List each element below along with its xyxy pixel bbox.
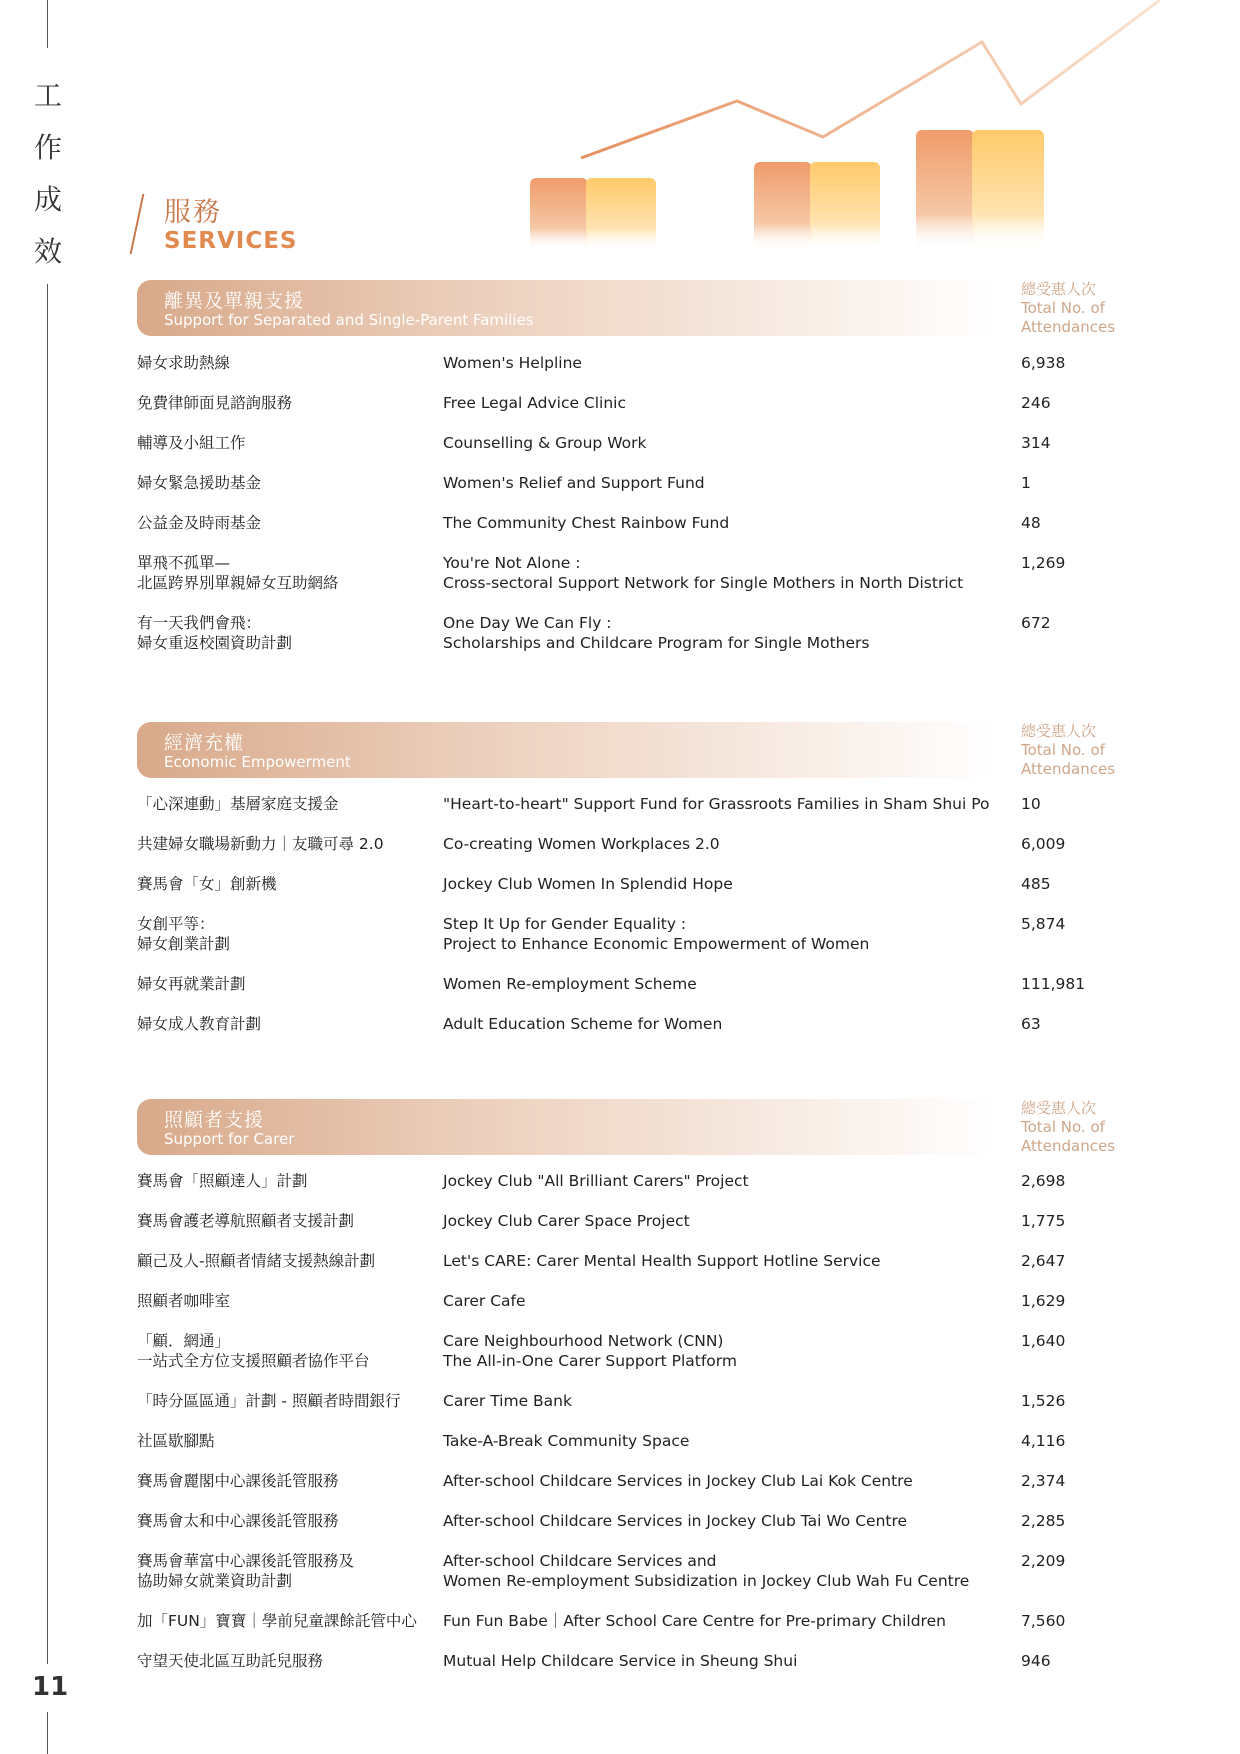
sidebar-title-char: 效: [33, 235, 62, 268]
section-title-zh: 照顧者支援: [164, 1109, 265, 1131]
attendance-header: [1021, 722, 1115, 779]
service-name-en: The Community Chest Rainbow Fund: [443, 514, 730, 532]
attendance-header-en-1: Total No. of: [1021, 741, 1105, 759]
service-name-en: Women Re-employment Scheme: [443, 975, 697, 993]
decorative-bar: [754, 162, 812, 250]
service-name-zh: 女創平等： 婦女創業計劃: [137, 915, 231, 953]
page-title-zh: 服務: [164, 197, 222, 228]
attendance-header-en-1: Total No. of: [1021, 299, 1105, 317]
service-name-en: You're Not Alone : Cross-sectoral Support Network for Single Mothers in North District: [443, 554, 964, 592]
service-name-en: Free Legal Advice Clinic: [443, 394, 627, 412]
sidebar-line-bottom: [47, 1712, 48, 1754]
attendance-value: 314: [1021, 434, 1051, 452]
attendance-value: 2,374: [1021, 1472, 1066, 1490]
service-name-zh: 賽馬會「女」創新機: [137, 875, 277, 893]
service-name-en: Let's CARE: Carer Mental Health Support Hotline Service: [443, 1252, 881, 1270]
decorative-bar: [586, 178, 656, 250]
attendance-value: 485: [1021, 875, 1051, 893]
attendance-value: 10: [1021, 795, 1041, 813]
attendance-value: 48: [1021, 514, 1041, 532]
service-name-zh: 加「FUN」寶寶｜學前兒童課餘託管中心: [137, 1612, 417, 1630]
sidebar-title: [32, 70, 64, 278]
service-name-en: Women's Relief and Support Fund: [443, 474, 705, 492]
service-name-en: Step It Up for Gender Equality : Project to Enhance Economic Empowerment of Women: [443, 915, 870, 953]
attendance-value: 6,938: [1021, 354, 1066, 372]
service-name-en: Fun Fun Babe｜After School Care Centre for Pre-primary Children: [443, 1612, 946, 1630]
attendance-value: 1: [1021, 474, 1031, 492]
header-slash: [130, 194, 149, 254]
attendance-value: 1,775: [1021, 1212, 1066, 1230]
service-name-zh: 婦女緊急援助基金: [137, 474, 262, 492]
service-name-en: Counselling & Group Work: [443, 434, 647, 452]
attendance-value: 6,009: [1021, 835, 1066, 853]
service-name-zh: 「顧．網通」 一站式全方位支援照顧者協作平台: [137, 1332, 370, 1370]
section-title-en: Economic Empowerment: [164, 753, 351, 771]
service-name-en: After-school Childcare Services and Women Re-employment Subsidization in Jockey Club Wah Fu Centre: [443, 1552, 970, 1590]
section-title-en: Support for Separated and Single-Parent Families: [164, 311, 534, 329]
service-name-en: Take-A-Break Community Space: [443, 1432, 690, 1450]
service-name-en: Jockey Club Women In Splendid Hope: [443, 875, 733, 893]
decorative-bar: [810, 162, 880, 250]
attendance-header-zh: 總受惠人次: [1021, 1099, 1097, 1117]
attendance-value: 2,698: [1021, 1172, 1066, 1190]
service-name-zh: 賽馬會「照顧達人」計劃: [137, 1172, 308, 1190]
section-single-parent: [137, 280, 1127, 652]
service-name-zh: 婦女成人教育計劃: [137, 1015, 262, 1033]
attendance-value: 946: [1021, 1652, 1051, 1670]
attendance-value: 4,116: [1021, 1432, 1066, 1450]
service-name-en: Jockey Club "All Brilliant Carers" Project: [443, 1172, 749, 1190]
service-name-en: Women's Helpline: [443, 354, 582, 372]
service-name-zh: 婦女求助熱線: [137, 354, 231, 372]
attendance-header-zh: 總受惠人次: [1021, 722, 1097, 740]
section-economic-empowerment: [137, 722, 1127, 1033]
attendance-value: 2,209: [1021, 1552, 1066, 1570]
decorative-growth-illustration: [520, 0, 1160, 250]
attendance-value: 111,981: [1021, 975, 1086, 993]
sidebar-line-top: [47, 0, 48, 48]
service-name-en: Co-creating Women Workplaces 2.0: [443, 835, 720, 853]
section-banner: [137, 1099, 997, 1155]
service-name-zh: 社區歇腳點: [137, 1432, 215, 1450]
service-name-zh: 單飛不孤單— 北區跨界別單親婦女互助網絡: [137, 554, 339, 592]
attendance-value: 63: [1021, 1015, 1041, 1033]
decorative-bar: [972, 130, 1044, 250]
decorative-bar: [530, 178, 588, 250]
service-name-zh: 公益金及時雨基金: [137, 514, 262, 532]
service-name-zh: 顧己及人-照顧者情緒支援熱線計劃: [137, 1252, 376, 1270]
attendance-value: 5,874: [1021, 915, 1066, 933]
service-name-en: Adult Education Scheme for Women: [443, 1015, 723, 1033]
service-name-en: Jockey Club Carer Space Project: [443, 1212, 690, 1230]
attendance-value: 246: [1021, 394, 1051, 412]
attendance-header-en-2: Attendances: [1021, 760, 1116, 778]
service-name-zh: 守望天使北區互助託兒服務: [137, 1652, 324, 1670]
attendance-value: 1,526: [1021, 1392, 1066, 1410]
page-number: 11: [32, 1672, 69, 1702]
attendance-value: 1,269: [1021, 554, 1066, 572]
attendance-value: 1,629: [1021, 1292, 1066, 1310]
sidebar-title-char: 工: [33, 79, 62, 112]
service-name-en: "Heart-to-heart" Support Fund for Grassroots Families in Sham Shui Po: [443, 795, 990, 813]
service-name-zh: 賽馬會麗閣中心課後託管服務: [137, 1472, 339, 1490]
page-title-en: SERVICES: [164, 228, 298, 254]
service-name-en: Care Neighbourhood Network (CNN) The All-in-One Carer Support Platform: [443, 1332, 737, 1370]
attendance-value: 2,285: [1021, 1512, 1066, 1530]
sidebar-line-middle: [47, 284, 48, 1664]
section-banner: [137, 280, 997, 336]
sidebar-title-char: 成: [33, 183, 62, 216]
service-name-en: Mutual Help Childcare Service in Sheung Shui: [443, 1652, 798, 1670]
attendance-value: 7,560: [1021, 1612, 1066, 1630]
service-name-en: One Day We Can Fly : Scholarships and Childcare Program for Single Mothers: [443, 614, 870, 652]
service-name-zh: 賽馬會護老導航照顧者支援計劃: [137, 1212, 355, 1230]
section-banner: [137, 722, 997, 778]
section-title-zh: 離異及單親支援: [164, 290, 305, 312]
attendance-header: [1021, 1099, 1115, 1156]
service-name-zh: 共建婦女職場新動力｜友職可尋 2.0: [137, 835, 384, 853]
decorative-trend-line: [581, 0, 1160, 158]
attendance-header-en-2: Attendances: [1021, 1137, 1116, 1155]
service-name-zh: 輔導及小組工作: [137, 434, 246, 452]
section-title-zh: 經濟充權: [164, 732, 245, 754]
attendance-header-en-2: Attendances: [1021, 318, 1116, 336]
sidebar-title-char: 作: [33, 131, 62, 164]
attendance-header-en-1: Total No. of: [1021, 1118, 1105, 1136]
attendance-value: 2,647: [1021, 1252, 1066, 1270]
attendance-value: 1,640: [1021, 1332, 1066, 1350]
service-name-en: After-school Childcare Services in Jockey Club Lai Kok Centre: [443, 1472, 913, 1490]
service-name-zh: 婦女再就業計劃: [137, 975, 246, 993]
service-name-zh: 賽馬會華富中心課後託管服務及 協助婦女就業資助計劃: [137, 1552, 355, 1590]
service-name-zh: 免費律師面見諮詢服務: [137, 394, 293, 412]
section-carer-support: [137, 1099, 1127, 1670]
service-name-en: Carer Cafe: [443, 1292, 526, 1310]
decorative-bar: [916, 130, 974, 250]
service-name-en: Carer Time Bank: [443, 1392, 572, 1410]
service-name-zh: 照顧者咖啡室: [137, 1292, 231, 1310]
section-title-en: Support for Carer: [164, 1130, 295, 1148]
service-name-zh: 有一天我們會飛： 婦女重返校園資助計劃: [137, 614, 293, 652]
service-name-zh: 「心深連動」基層家庭支援金: [137, 795, 339, 813]
attendance-header-zh: 總受惠人次: [1021, 280, 1097, 298]
attendance-header: [1021, 280, 1115, 337]
service-name-zh: 「時分區區通」計劃 - 照顧者時間銀行: [137, 1392, 401, 1410]
service-name-en: After-school Childcare Services in Jockey Club Tai Wo Centre: [443, 1512, 908, 1530]
attendance-value: 672: [1021, 614, 1051, 632]
service-name-zh: 賽馬會太和中心課後託管服務: [137, 1512, 339, 1530]
